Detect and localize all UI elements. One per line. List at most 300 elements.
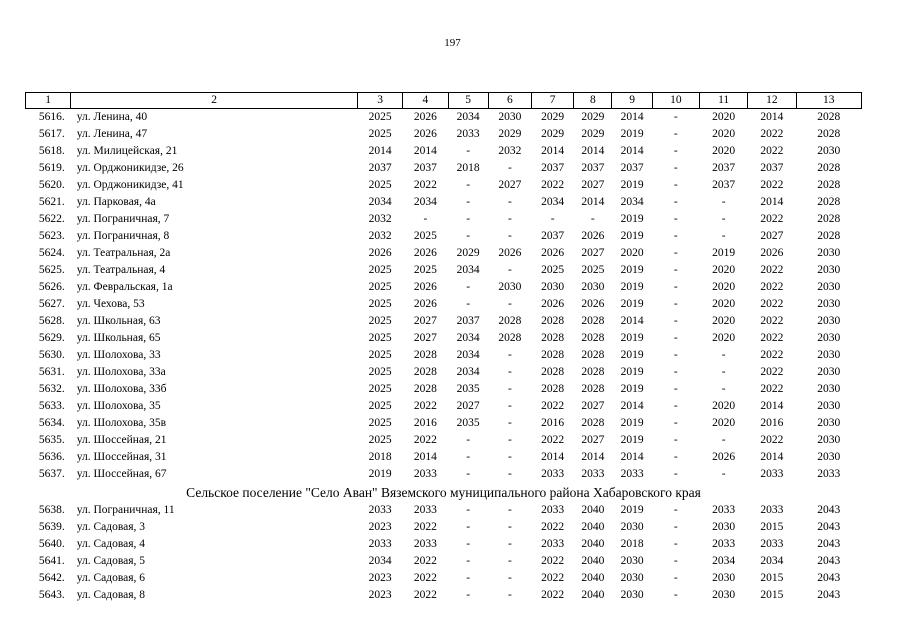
header-row bbox=[26, 93, 862, 109]
row-value: 2023 bbox=[368, 572, 392, 584]
row-value: 2022 bbox=[760, 298, 784, 310]
row-address: ул. Пограничная, 11 bbox=[76, 504, 175, 516]
row-value: 2028 bbox=[413, 383, 437, 395]
row-value: 2028 bbox=[581, 383, 605, 395]
row-value: - bbox=[673, 145, 678, 157]
row-number: 5620. bbox=[38, 179, 65, 191]
row-address: ул. Театральная, 4 bbox=[76, 264, 166, 276]
row-value: 2029 bbox=[541, 111, 565, 123]
table-row bbox=[26, 587, 862, 604]
row-value: 2034 bbox=[368, 555, 392, 567]
row-value: 2043 bbox=[817, 589, 841, 601]
row-value: 2028 bbox=[498, 315, 522, 327]
row-value: - bbox=[507, 417, 512, 429]
row-value: 2030 bbox=[817, 315, 841, 327]
row-value: 2025 bbox=[368, 298, 392, 310]
column-header: 9 bbox=[612, 93, 652, 109]
row-value: 2014 bbox=[760, 196, 784, 208]
row-address: ул. Шолохова, 33 bbox=[76, 349, 161, 361]
row-value: 2030 bbox=[817, 264, 841, 276]
row-value: 2022 bbox=[760, 145, 784, 157]
table-row bbox=[26, 262, 862, 279]
row-value: 2032 bbox=[368, 213, 392, 225]
row-value: 2025 bbox=[368, 179, 392, 191]
row-value: - bbox=[673, 128, 678, 140]
row-value: 2022 bbox=[541, 521, 565, 533]
row-number: 5621. bbox=[38, 196, 65, 208]
row-value: 2028 bbox=[541, 332, 565, 344]
row-value: 2029 bbox=[498, 128, 522, 140]
row-value: 2030 bbox=[712, 589, 736, 601]
row-number: 5617. bbox=[38, 128, 65, 140]
row-value: 2022 bbox=[760, 332, 784, 344]
row-value: 2037 bbox=[760, 162, 784, 174]
row-value: 2025 bbox=[368, 417, 392, 429]
table-row bbox=[26, 536, 862, 553]
row-value: - bbox=[507, 572, 512, 584]
row-value: 2035 bbox=[456, 383, 480, 395]
row-address: ул. Школьная, 63 bbox=[76, 315, 161, 327]
row-value: - bbox=[466, 196, 471, 208]
row-value: - bbox=[673, 230, 678, 242]
table-row bbox=[26, 160, 862, 177]
row-number: 5623. bbox=[38, 230, 65, 242]
row-value: 2019 bbox=[368, 468, 392, 480]
row-value: 2022 bbox=[760, 366, 784, 378]
row-value: 2022 bbox=[541, 589, 565, 601]
row-number: 5628. bbox=[38, 315, 65, 327]
row-value: - bbox=[673, 196, 678, 208]
row-value: 2014 bbox=[760, 111, 784, 123]
row-value: 2030 bbox=[817, 417, 841, 429]
row-value: 2043 bbox=[817, 504, 841, 516]
row-value: - bbox=[721, 196, 726, 208]
column-header: 12 bbox=[748, 93, 796, 109]
row-value: 2023 bbox=[368, 589, 392, 601]
table-row bbox=[26, 449, 862, 466]
row-value: 2025 bbox=[368, 349, 392, 361]
row-value: - bbox=[673, 281, 678, 293]
row-value: 2016 bbox=[413, 417, 437, 429]
row-value: 2028 bbox=[541, 366, 565, 378]
row-value: 2028 bbox=[541, 315, 565, 327]
row-value: 2026 bbox=[413, 298, 437, 310]
row-value: 2033 bbox=[541, 538, 565, 550]
row-number: 5641. bbox=[38, 555, 65, 567]
table-row bbox=[26, 466, 862, 483]
row-value: 2033 bbox=[817, 468, 841, 480]
row-value: 2029 bbox=[541, 128, 565, 140]
row-value: 2037 bbox=[620, 162, 644, 174]
row-value: 2034 bbox=[620, 196, 644, 208]
row-value: - bbox=[507, 349, 512, 361]
row-number: 5631. bbox=[38, 366, 65, 378]
table-row bbox=[26, 398, 862, 415]
row-value: 2026 bbox=[712, 451, 736, 463]
row-value: 2026 bbox=[413, 128, 437, 140]
row-value: 2020 bbox=[712, 264, 736, 276]
row-value: 2033 bbox=[760, 538, 784, 550]
row-value: 2018 bbox=[368, 451, 392, 463]
row-value: 2034 bbox=[541, 196, 565, 208]
row-value: 2022 bbox=[541, 179, 565, 191]
row-address: ул. Шолохова, 35 bbox=[76, 400, 161, 412]
row-number: 5622. bbox=[38, 213, 65, 225]
row-value: - bbox=[466, 504, 471, 516]
row-value: 2033 bbox=[456, 128, 480, 140]
row-value: 2014 bbox=[581, 145, 605, 157]
row-value: 2030 bbox=[817, 451, 841, 463]
row-value: - bbox=[507, 434, 512, 446]
row-value: 2027 bbox=[581, 247, 605, 259]
row-value: 2016 bbox=[541, 417, 565, 429]
row-number: 5632. bbox=[38, 383, 65, 395]
row-value: 2014 bbox=[760, 400, 784, 412]
row-value: 2034 bbox=[760, 555, 784, 567]
row-value: 2028 bbox=[581, 315, 605, 327]
row-value: 2025 bbox=[581, 264, 605, 276]
row-value: 2028 bbox=[817, 162, 841, 174]
row-value: 2027 bbox=[760, 230, 784, 242]
row-value: - bbox=[590, 213, 595, 225]
row-value: - bbox=[721, 434, 726, 446]
row-number: 5619. bbox=[38, 162, 65, 174]
row-value: 2026 bbox=[413, 247, 437, 259]
row-value: 2014 bbox=[368, 145, 392, 157]
row-value: 2033 bbox=[541, 504, 565, 516]
row-value: 2043 bbox=[817, 555, 841, 567]
row-value: 2020 bbox=[712, 315, 736, 327]
row-value: - bbox=[721, 349, 726, 361]
row-address: ул. Орджоникидзе, 41 bbox=[76, 179, 184, 191]
row-value: 2022 bbox=[413, 400, 437, 412]
row-value: 2043 bbox=[817, 538, 841, 550]
row-value: 2026 bbox=[760, 247, 784, 259]
row-value: 2014 bbox=[541, 145, 565, 157]
row-value: - bbox=[466, 298, 471, 310]
row-value: 2040 bbox=[581, 555, 605, 567]
row-value: 2030 bbox=[817, 383, 841, 395]
row-value: 2015 bbox=[760, 572, 784, 584]
row-value: 2033 bbox=[413, 538, 437, 550]
row-value: 2033 bbox=[712, 538, 736, 550]
table-row bbox=[26, 211, 862, 228]
row-value: - bbox=[721, 366, 726, 378]
table-row bbox=[26, 313, 862, 330]
row-address: ул. Садовая, 8 bbox=[76, 589, 146, 601]
row-value: 2022 bbox=[413, 434, 437, 446]
row-address: ул. Парковая, 4а bbox=[76, 196, 156, 208]
row-value: 2014 bbox=[581, 196, 605, 208]
row-value: 2020 bbox=[620, 247, 644, 259]
row-value: 2022 bbox=[413, 521, 437, 533]
row-number: 5642. bbox=[38, 572, 65, 584]
row-value: 2033 bbox=[541, 468, 565, 480]
row-number: 5618. bbox=[38, 145, 65, 157]
row-value: 2028 bbox=[817, 196, 841, 208]
row-value: 2026 bbox=[368, 247, 392, 259]
row-value: 2034 bbox=[456, 366, 480, 378]
table-row bbox=[26, 347, 862, 364]
row-value: - bbox=[466, 230, 471, 242]
row-value: 2020 bbox=[712, 400, 736, 412]
row-value: 2037 bbox=[541, 162, 565, 174]
row-value: 2034 bbox=[456, 264, 480, 276]
row-number: 5638. bbox=[38, 504, 65, 516]
row-value: 2037 bbox=[541, 230, 565, 242]
row-address: ул. Пограничная, 7 bbox=[76, 213, 170, 225]
row-value: 2033 bbox=[712, 504, 736, 516]
table-row bbox=[26, 245, 862, 262]
row-value: - bbox=[673, 332, 678, 344]
row-value: 2040 bbox=[581, 572, 605, 584]
row-value: 2022 bbox=[760, 383, 784, 395]
row-value: - bbox=[673, 247, 678, 259]
row-value: 2033 bbox=[620, 468, 644, 480]
row-value: - bbox=[550, 213, 555, 225]
row-value: 2026 bbox=[541, 247, 565, 259]
row-value: 2014 bbox=[620, 111, 644, 123]
table-row bbox=[26, 364, 862, 381]
row-value: - bbox=[507, 589, 512, 601]
row-value: 2033 bbox=[581, 468, 605, 480]
row-value: 2033 bbox=[760, 468, 784, 480]
row-value: - bbox=[673, 589, 678, 601]
row-value: 2034 bbox=[456, 332, 480, 344]
row-value: 2022 bbox=[413, 572, 437, 584]
table-row bbox=[26, 553, 862, 570]
row-value: - bbox=[721, 230, 726, 242]
row-number: 5634. bbox=[38, 417, 65, 429]
row-value: 2020 bbox=[712, 298, 736, 310]
row-value: 2030 bbox=[620, 521, 644, 533]
row-value: - bbox=[673, 521, 678, 533]
row-value: 2019 bbox=[620, 281, 644, 293]
row-value: - bbox=[673, 538, 678, 550]
row-value: 2018 bbox=[456, 162, 480, 174]
row-value: 2025 bbox=[368, 434, 392, 446]
row-value: 2015 bbox=[760, 589, 784, 601]
row-value: - bbox=[507, 451, 512, 463]
row-value: - bbox=[507, 298, 512, 310]
row-value: 2025 bbox=[368, 264, 392, 276]
row-value: 2026 bbox=[413, 281, 437, 293]
row-value: 2025 bbox=[368, 281, 392, 293]
row-value: 2028 bbox=[817, 128, 841, 140]
table-row bbox=[26, 432, 862, 449]
row-value: - bbox=[507, 230, 512, 242]
row-value: 2019 bbox=[620, 213, 644, 225]
row-value: 2037 bbox=[581, 162, 605, 174]
row-value: 2022 bbox=[760, 128, 784, 140]
table-row bbox=[26, 381, 862, 398]
row-value: - bbox=[673, 298, 678, 310]
row-value: 2030 bbox=[712, 572, 736, 584]
row-value: 2014 bbox=[413, 451, 437, 463]
row-value: - bbox=[673, 555, 678, 567]
row-value: 2026 bbox=[413, 111, 437, 123]
row-value: 2028 bbox=[541, 383, 565, 395]
table-row bbox=[26, 143, 862, 160]
row-address: ул. Милицейская, 21 bbox=[76, 145, 178, 157]
row-value: - bbox=[507, 196, 512, 208]
row-value: 2022 bbox=[760, 349, 784, 361]
row-value: 2027 bbox=[581, 179, 605, 191]
row-number: 5633. bbox=[38, 400, 65, 412]
row-value: 2030 bbox=[817, 366, 841, 378]
row-value: - bbox=[507, 555, 512, 567]
row-value: - bbox=[673, 213, 678, 225]
row-value: 2029 bbox=[581, 111, 605, 123]
row-value: - bbox=[466, 451, 471, 463]
row-value: 2037 bbox=[712, 179, 736, 191]
row-value: 2030 bbox=[620, 555, 644, 567]
row-value: 2030 bbox=[581, 281, 605, 293]
column-header: 2 bbox=[71, 93, 358, 109]
row-value: 2037 bbox=[413, 162, 437, 174]
row-number: 5639. bbox=[38, 521, 65, 533]
row-value: 2030 bbox=[712, 521, 736, 533]
row-value: 2037 bbox=[456, 315, 480, 327]
row-value: 2026 bbox=[581, 298, 605, 310]
table-row bbox=[26, 415, 862, 432]
row-value: 2032 bbox=[498, 145, 522, 157]
row-value: 2030 bbox=[498, 111, 522, 123]
row-number: 5626. bbox=[38, 281, 65, 293]
row-value: 2027 bbox=[498, 179, 522, 191]
row-address: ул. Садовая, 6 bbox=[76, 572, 146, 584]
row-value: 2025 bbox=[368, 111, 392, 123]
row-value: 2028 bbox=[413, 349, 437, 361]
row-value: 2025 bbox=[368, 366, 392, 378]
row-address: ул. Шоссейная, 21 bbox=[76, 434, 167, 446]
row-address: ул. Садовая, 5 bbox=[76, 555, 146, 567]
row-value: 2028 bbox=[817, 213, 841, 225]
row-value: 2034 bbox=[712, 555, 736, 567]
row-number: 5637. bbox=[38, 468, 65, 480]
row-value: 2033 bbox=[368, 538, 392, 550]
row-value: 2028 bbox=[817, 230, 841, 242]
row-value: 2040 bbox=[581, 538, 605, 550]
table-row bbox=[26, 228, 862, 245]
row-value: 2022 bbox=[760, 434, 784, 446]
row-value: - bbox=[673, 315, 678, 327]
row-value: - bbox=[721, 213, 726, 225]
table-row bbox=[26, 194, 862, 211]
row-value: - bbox=[507, 468, 512, 480]
row-value: 2028 bbox=[498, 332, 522, 344]
row-value: - bbox=[673, 179, 678, 191]
row-value: 2022 bbox=[541, 434, 565, 446]
row-value: 2043 bbox=[817, 521, 841, 533]
row-value: 2027 bbox=[581, 400, 605, 412]
row-value: 2026 bbox=[541, 298, 565, 310]
row-value: - bbox=[507, 366, 512, 378]
row-value: 2030 bbox=[620, 572, 644, 584]
row-value: 2019 bbox=[620, 230, 644, 242]
row-value: 2043 bbox=[817, 572, 841, 584]
row-value: 2014 bbox=[541, 451, 565, 463]
column-header: 11 bbox=[699, 93, 747, 109]
row-value: - bbox=[673, 349, 678, 361]
row-value: 2027 bbox=[456, 400, 480, 412]
row-value: 2030 bbox=[817, 434, 841, 446]
row-value: 2019 bbox=[620, 434, 644, 446]
row-value: - bbox=[673, 451, 678, 463]
row-value: - bbox=[673, 468, 678, 480]
row-value: 2022 bbox=[760, 179, 784, 191]
row-value: - bbox=[507, 162, 512, 174]
row-value: 2025 bbox=[368, 383, 392, 395]
row-value: 2014 bbox=[620, 451, 644, 463]
table-row bbox=[26, 296, 862, 313]
row-value: 2037 bbox=[368, 162, 392, 174]
row-number: 5629. bbox=[38, 332, 65, 344]
column-header: 3 bbox=[357, 93, 402, 109]
row-value: - bbox=[466, 521, 471, 533]
section-title: Сельское поселение "Село Аван" Вяземского муниципального района Хабаровского края bbox=[186, 485, 701, 500]
column-header: 6 bbox=[488, 93, 531, 109]
row-value: - bbox=[673, 417, 678, 429]
row-number: 5636. bbox=[38, 451, 65, 463]
row-value: 2033 bbox=[413, 504, 437, 516]
row-value: - bbox=[507, 400, 512, 412]
row-number: 5627. bbox=[38, 298, 65, 310]
row-value: 2019 bbox=[620, 332, 644, 344]
row-number: 5635. bbox=[38, 434, 65, 446]
row-number: 5630. bbox=[38, 349, 65, 361]
table-row bbox=[26, 279, 862, 296]
row-number: 5625. bbox=[38, 264, 65, 276]
row-value: 2019 bbox=[620, 349, 644, 361]
row-value: 2014 bbox=[620, 315, 644, 327]
row-address: ул. Февральская, 1а bbox=[76, 281, 173, 293]
row-value: 2030 bbox=[541, 281, 565, 293]
row-value: 2029 bbox=[456, 247, 480, 259]
row-value: 2020 bbox=[712, 128, 736, 140]
row-value: 2029 bbox=[581, 128, 605, 140]
row-value: - bbox=[466, 555, 471, 567]
row-value: 2030 bbox=[817, 281, 841, 293]
row-value: - bbox=[466, 468, 471, 480]
row-value: 2025 bbox=[368, 315, 392, 327]
row-value: 2019 bbox=[712, 247, 736, 259]
column-header: 8 bbox=[574, 93, 612, 109]
row-value: 2027 bbox=[413, 332, 437, 344]
page-number: 197 bbox=[444, 37, 461, 49]
row-value: 2025 bbox=[368, 400, 392, 412]
row-value: 2033 bbox=[413, 468, 437, 480]
row-value: 2023 bbox=[368, 521, 392, 533]
column-header: 7 bbox=[531, 93, 573, 109]
row-value: 2020 bbox=[712, 332, 736, 344]
row-number: 5616. bbox=[38, 111, 65, 123]
row-address: ул. Садовая, 4 bbox=[76, 538, 146, 550]
row-value: - bbox=[673, 366, 678, 378]
row-value: - bbox=[673, 383, 678, 395]
row-value: 2022 bbox=[760, 213, 784, 225]
row-value: 2020 bbox=[712, 417, 736, 429]
table-row bbox=[26, 330, 862, 347]
row-value: 2030 bbox=[817, 332, 841, 344]
row-value: - bbox=[466, 572, 471, 584]
row-value: 2027 bbox=[581, 434, 605, 446]
table-row bbox=[26, 502, 862, 519]
row-value: 2034 bbox=[456, 111, 480, 123]
row-value: - bbox=[673, 504, 678, 516]
row-address: ул. Шолохова, 33а bbox=[76, 366, 166, 378]
row-value: 2033 bbox=[760, 504, 784, 516]
